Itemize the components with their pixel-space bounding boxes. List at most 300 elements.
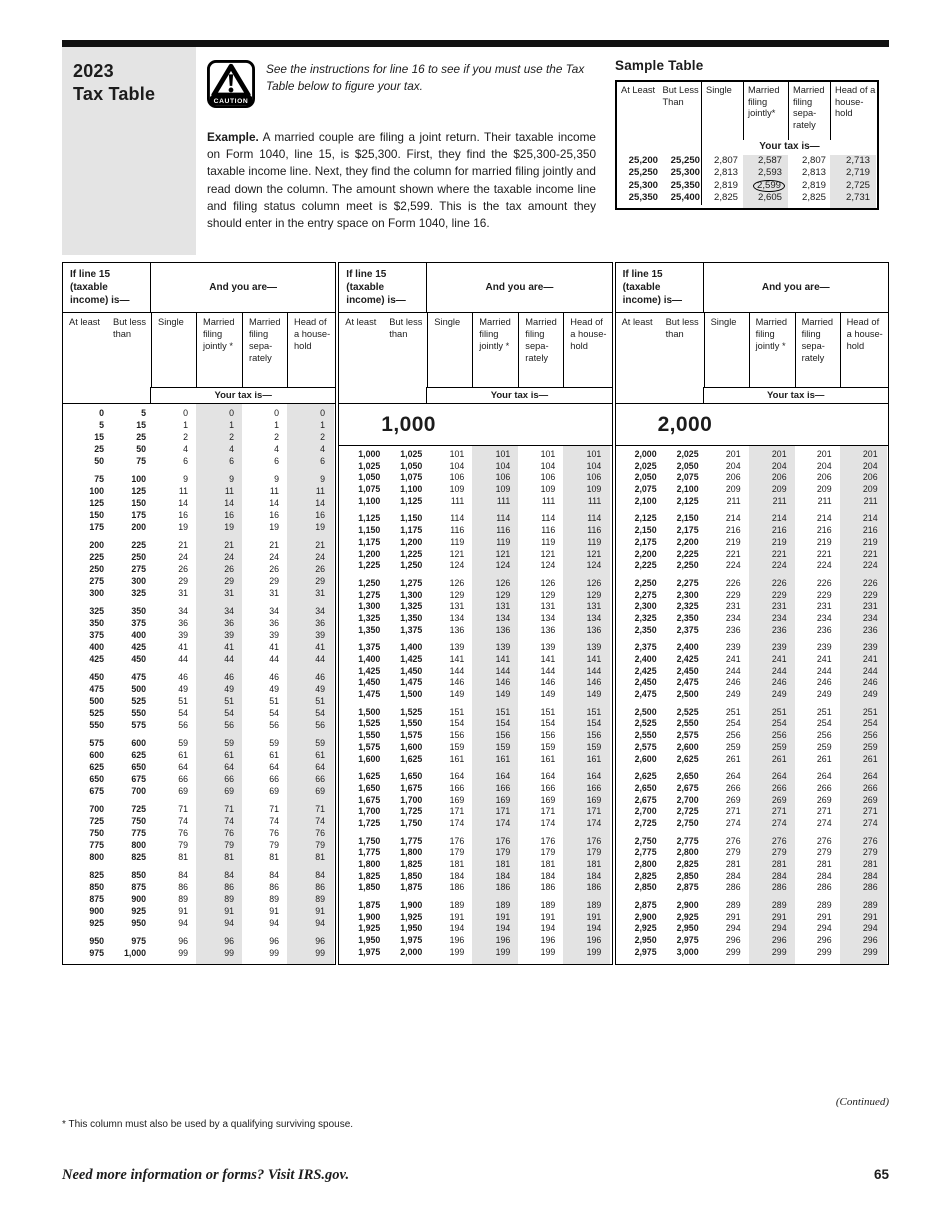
- tax-head-of-household: 294: [862, 923, 878, 934]
- but-less-value: 2,875: [676, 882, 699, 893]
- example-paragraph: [207, 129, 596, 232]
- tax-row: [63, 653, 335, 665]
- at-least-value: 2,700: [634, 806, 657, 817]
- at-least-value: 1,725: [358, 817, 381, 828]
- but-less-value: 725: [131, 804, 146, 814]
- tax-married-jointly: 116: [496, 525, 511, 536]
- but-less-value: 2,575: [676, 730, 699, 741]
- tax-head-of-household: 96: [315, 936, 325, 946]
- tax-row: [63, 431, 335, 443]
- tax-married-jointly: 104: [495, 460, 511, 471]
- but-less-value: 1,200: [400, 536, 423, 547]
- title-text: Tax Table: [73, 84, 156, 105]
- tax-married-jointly: 151: [495, 706, 511, 717]
- tax-head-of-household: 229: [862, 589, 878, 600]
- at-least-value: 1,200: [358, 548, 381, 559]
- at-least-value: 2,875: [634, 900, 657, 911]
- tax-row: [616, 560, 888, 572]
- tax-single: 171: [449, 806, 465, 817]
- tax-married-separately: 129: [540, 589, 556, 600]
- but-less-value: 3,000: [676, 946, 699, 957]
- your-tax-label: Your tax is—: [151, 387, 335, 403]
- tax-row: [63, 737, 335, 749]
- but-less-value: 1,375: [400, 624, 423, 635]
- tax-head-of-household: 259: [862, 741, 878, 752]
- at-least-value: 1,050: [358, 472, 381, 483]
- tax-single: 26: [178, 564, 188, 574]
- tax-row: [339, 923, 611, 935]
- tax-married-separately: 249: [816, 689, 832, 700]
- tax-row: [63, 683, 335, 695]
- tax-married-separately: 246: [816, 677, 832, 688]
- tax-single: 0: [183, 408, 188, 418]
- svg-text:CAUTION: CAUTION: [213, 98, 249, 106]
- tax-head-of-household: 2,719: [845, 167, 870, 179]
- but-less-value: 2,350: [676, 612, 699, 623]
- sample-col-head-of-household: Head of a house-hold: [830, 82, 877, 140]
- col-at-least: At least: [345, 317, 377, 327]
- tax-married-separately: 2,807: [801, 155, 826, 166]
- but-less-value: 1,525: [400, 706, 423, 717]
- tax-married-jointly: 154: [495, 718, 511, 729]
- tax-head-of-household: 221: [862, 548, 878, 559]
- sample-col-married-jointly: Married filing jointly*: [743, 82, 788, 140]
- tax-married-separately: 71: [269, 804, 279, 814]
- tax-row: [63, 509, 335, 521]
- tax-single: 274: [725, 817, 741, 828]
- tax-row: [616, 496, 888, 508]
- tax-married-jointly: 159: [495, 741, 511, 752]
- tax-married-separately: 74: [269, 816, 279, 826]
- but-less-value: 1,950: [400, 923, 423, 934]
- tax-married-separately: 64: [269, 762, 279, 772]
- tax-single: 194: [449, 923, 465, 934]
- your-tax-label: Your tax is—: [427, 387, 611, 403]
- tax-row: [339, 666, 611, 678]
- tax-single: 201: [725, 449, 741, 459]
- tax-single: 81: [178, 852, 188, 862]
- tax-married-jointly: 286: [771, 882, 787, 893]
- but-less-value: 325: [131, 588, 146, 598]
- at-least-value: 2,175: [634, 536, 657, 547]
- tax-row: [616, 742, 888, 754]
- but-less-value: 1,150: [400, 513, 423, 524]
- at-least-value: 2,300: [634, 601, 657, 612]
- but-less-value: 2,450: [676, 665, 699, 676]
- tax-row-group: [63, 539, 335, 599]
- tax-head-of-household: 24: [315, 552, 325, 562]
- tax-head-of-household: 244: [862, 665, 878, 676]
- tax-head-of-household: 236: [862, 624, 878, 635]
- sample-your-tax-row: [617, 140, 877, 155]
- tax-married-separately: 169: [540, 794, 556, 805]
- tax-married-separately: 159: [540, 741, 556, 752]
- tax-married-jointly: 294: [771, 923, 787, 934]
- tax-row: [63, 761, 335, 773]
- tax-row: [63, 851, 335, 863]
- sample-tax-row: [617, 180, 877, 192]
- tax-married-separately: 214: [816, 513, 832, 524]
- tax-married-jointly: 291: [771, 911, 787, 922]
- at-least-value: 1,225: [358, 560, 381, 571]
- tax-row: [339, 742, 611, 754]
- col-single: Single: [704, 313, 749, 387]
- tax-row-group: [63, 803, 335, 863]
- at-least-value: 1,975: [358, 946, 381, 957]
- tax-row-group: [63, 737, 335, 797]
- tax-head-of-household: 206: [862, 472, 878, 483]
- tax-row: [616, 642, 888, 654]
- tax-married-separately: 149: [540, 689, 556, 700]
- tax-single: 31: [178, 588, 188, 598]
- tax-single: 89: [178, 894, 188, 904]
- tax-head-of-household: 1: [320, 420, 325, 430]
- at-least-value: 1,600: [358, 753, 381, 764]
- at-least-value: 1,450: [358, 677, 381, 688]
- at-least-value: 1,350: [358, 624, 381, 635]
- col-head-of-household: Head of a house-hold: [840, 313, 888, 387]
- tax-row: [63, 695, 335, 707]
- tax-married-separately: 174: [540, 817, 556, 828]
- tax-head-of-household: 36: [315, 618, 325, 628]
- tax-head-of-household: 79: [315, 840, 325, 850]
- at-least-value: 1,550: [358, 730, 381, 741]
- but-less-value: 275: [131, 564, 146, 574]
- tax-head-of-household: 61: [315, 750, 325, 760]
- tax-head-of-household: 41: [315, 642, 325, 652]
- but-less-value: 1,175: [400, 525, 423, 536]
- tax-married-jointly: 129: [495, 589, 511, 600]
- tax-table-header-row1: [63, 263, 335, 313]
- tax-married-separately: 201: [816, 449, 832, 459]
- tax-married-jointly: 289: [771, 900, 787, 911]
- but-less-value: 500: [131, 684, 146, 694]
- tax-married-jointly: 231: [771, 601, 787, 612]
- tax-married-separately: 21: [269, 540, 279, 550]
- tax-married-jointly: 174: [495, 817, 511, 828]
- but-less-value: 775: [131, 828, 146, 838]
- but-less-value: 2,950: [676, 923, 699, 934]
- tax-row: [339, 771, 611, 783]
- tax-married-separately: 4: [274, 444, 279, 454]
- at-least-value: 25,250: [628, 167, 658, 179]
- at-least-value: 2,050: [634, 472, 657, 483]
- tax-married-jointly: 241: [771, 654, 787, 664]
- tax-row: [616, 836, 888, 848]
- tax-row: [63, 587, 335, 599]
- but-less-value: 15: [136, 420, 146, 430]
- but-less-value: 1,975: [400, 935, 423, 946]
- tax-married-jointly: 46: [224, 672, 234, 682]
- tax-row: [339, 871, 611, 883]
- tax-row: [616, 525, 888, 537]
- tax-single: 219: [725, 536, 741, 547]
- tax-married-separately: 241: [816, 654, 832, 664]
- tax-head-of-household: 169: [586, 794, 602, 805]
- tax-married-jointly: 86: [224, 882, 234, 892]
- at-least-value: 250: [89, 564, 104, 574]
- tax-row: [63, 815, 335, 827]
- tax-head-of-household: 109: [586, 484, 602, 495]
- tax-single: 166: [449, 782, 465, 793]
- tax-single: 139: [449, 642, 465, 653]
- tax-head-of-household: 119: [587, 536, 602, 547]
- tax-head-of-household: 111: [587, 495, 602, 506]
- tax-head-of-household: 211: [863, 495, 878, 506]
- at-least-value: 725: [89, 816, 104, 826]
- tax-row: [339, 882, 611, 894]
- tax-single: 279: [725, 847, 741, 858]
- col-but-less: But less than: [113, 317, 147, 339]
- but-less-value: 2,700: [676, 794, 699, 805]
- at-least-value: 1,650: [358, 782, 381, 793]
- tax-single: 221: [725, 548, 741, 559]
- at-least-value: 1,075: [358, 484, 381, 495]
- tax-head-of-household: 246: [862, 677, 878, 688]
- tax-single: 241: [725, 654, 741, 664]
- tax-single: 109: [449, 484, 465, 495]
- at-least-value: 1,375: [358, 642, 381, 653]
- tax-married-separately: 144: [540, 665, 556, 676]
- but-less-value: 2,425: [676, 654, 699, 664]
- at-least-value: 1,700: [358, 806, 381, 817]
- tax-table-header-row1: [616, 263, 888, 313]
- tax-row: [339, 900, 611, 912]
- but-less-value: 25,400: [659, 192, 702, 204]
- tax-row: [63, 551, 335, 563]
- tax-married-separately: 154: [540, 718, 556, 729]
- at-least-value: 25,300: [628, 179, 658, 191]
- tax-married-jointly: 236: [771, 624, 787, 635]
- but-less-value: 2,150: [676, 513, 699, 524]
- tax-married-jointly: 121: [495, 548, 511, 559]
- tax-head-of-household: 291: [862, 911, 878, 922]
- tax-row: [63, 917, 335, 929]
- tax-single: 2,825: [713, 192, 738, 204]
- tax-row: [339, 642, 611, 654]
- tax-row-group: [616, 707, 888, 765]
- tax-married-jointly: 251: [771, 706, 787, 717]
- but-less-value: 5: [141, 408, 146, 418]
- tax-single: 76: [178, 828, 188, 838]
- sample-table-body: [617, 155, 877, 208]
- tax-single: 2: [183, 432, 188, 442]
- tax-head-of-household: 139: [586, 642, 602, 653]
- tax-row: [339, 859, 611, 871]
- but-less-value: 1,725: [400, 806, 423, 817]
- tax-head-of-household: 171: [586, 806, 602, 817]
- tax-single: 246: [725, 677, 741, 688]
- tax-married-jointly: 49: [224, 684, 234, 694]
- tax-married-jointly: 59: [224, 738, 234, 748]
- tax-row-group: [63, 869, 335, 929]
- tax-single: 269: [725, 794, 741, 805]
- tax-single: 144: [449, 665, 465, 676]
- tax-single: 4: [183, 444, 188, 454]
- but-less-value: 1,800: [400, 847, 423, 858]
- tax-married-separately: 294: [816, 923, 832, 934]
- tax-row: [339, 947, 611, 959]
- at-least-value: 475: [89, 684, 104, 694]
- tax-married-separately: 239: [816, 642, 832, 653]
- tax-row-group: [339, 642, 611, 700]
- but-less-value: 1,625: [400, 753, 423, 764]
- tax-row-group: [616, 578, 888, 636]
- tax-table: [615, 262, 889, 965]
- tax-married-jointly: 9: [229, 474, 234, 484]
- at-least-value: 1,175: [358, 536, 381, 547]
- but-less-value: 175: [131, 510, 146, 520]
- but-less-value: 1,750: [400, 817, 423, 828]
- but-less-value: 350: [131, 606, 146, 616]
- tax-row: [63, 947, 335, 959]
- tax-married-jointly: 149: [495, 689, 511, 700]
- but-less-value: 1,000: [123, 948, 146, 958]
- at-least-value: 2,725: [634, 817, 657, 828]
- tax-married-separately: 236: [816, 624, 832, 635]
- tax-married-separately: 2,819: [801, 179, 826, 191]
- at-least-value: 0: [99, 408, 104, 418]
- tax-married-separately: 164: [540, 771, 556, 782]
- at-least-value: 675: [89, 786, 104, 796]
- tax-head-of-household: 54: [315, 708, 325, 718]
- tax-row: [63, 839, 335, 851]
- at-least-value: 2,525: [634, 718, 657, 729]
- at-least-value: 1,925: [358, 923, 381, 934]
- but-less-value: 2,325: [676, 601, 699, 612]
- tax-single: 121: [449, 548, 465, 559]
- at-least-value: 2,325: [634, 612, 657, 623]
- tax-head-of-household: 194: [586, 923, 602, 934]
- tax-table-header-row3: [339, 387, 611, 404]
- col-at-least: At least: [69, 317, 101, 327]
- top-divider-rule: [62, 40, 889, 47]
- but-less-value: 2,125: [676, 495, 699, 506]
- but-less-value: 2,600: [676, 741, 699, 752]
- footer-info-text: Need more information or forms? Visit IRS.gov.: [62, 1167, 350, 1183]
- at-least-value: 1,300: [358, 601, 381, 612]
- but-less-value: 2,925: [676, 911, 699, 922]
- but-less-value: 2,100: [676, 484, 699, 495]
- tax-married-separately: 26: [269, 564, 279, 574]
- tax-married-separately: 46: [269, 672, 279, 682]
- at-least-value: 2,025: [634, 460, 657, 471]
- tax-married-jointly: 144: [495, 665, 511, 676]
- tax-married-separately: 76: [269, 828, 279, 838]
- tax-row: [63, 905, 335, 917]
- tax-row: [616, 935, 888, 947]
- tax-married-separately: 119: [541, 536, 556, 547]
- at-least-value: 275: [89, 576, 104, 586]
- tax-single: 9: [183, 474, 188, 484]
- tax-married-jointly: 106: [495, 472, 511, 483]
- tax-head-of-household: 179: [586, 847, 602, 858]
- tax-married-jointly: 226: [771, 577, 787, 588]
- but-less-value: 1,300: [400, 589, 423, 600]
- tax-single: 199: [449, 946, 465, 957]
- but-less-value: 200: [131, 522, 146, 532]
- title-year: 2023: [73, 61, 114, 81]
- tax-single: 69: [178, 786, 188, 796]
- tax-row-group: [339, 578, 611, 636]
- tax-single: 49: [178, 684, 188, 694]
- tax-single: 169: [449, 794, 465, 805]
- tax-head-of-household: 2,731: [845, 192, 870, 204]
- tax-row: [339, 496, 611, 508]
- tax-married-separately: 39: [269, 630, 279, 640]
- tax-row-group: [616, 513, 888, 571]
- but-less-value: 1,350: [400, 612, 423, 623]
- tax-married-jointly: 31: [224, 588, 234, 598]
- tax-married-jointly: 176: [495, 835, 511, 846]
- but-less-value: 2,275: [676, 577, 699, 588]
- tax-married-jointly: 266: [771, 782, 787, 793]
- sample-table-section: [602, 47, 889, 255]
- tax-row: [616, 666, 888, 678]
- at-least-value: 2,750: [634, 835, 657, 846]
- tax-married-jointly: 136: [495, 624, 511, 635]
- tax-head-of-household: 216: [862, 525, 878, 536]
- at-least-value: 2,800: [634, 859, 657, 869]
- tax-married-jointly: 194: [495, 923, 511, 934]
- tax-married-jointly: 2,593: [757, 167, 782, 179]
- tax-row: [616, 783, 888, 795]
- tax-single: 96: [178, 936, 188, 946]
- tax-row: [63, 803, 335, 815]
- tax-table-header-row2: [63, 313, 335, 387]
- at-least-value: 2,775: [634, 847, 657, 858]
- tax-single: 2,813: [713, 167, 738, 179]
- tax-married-separately: 231: [816, 601, 832, 612]
- but-less-value: 2,850: [676, 870, 699, 881]
- but-less-value: 2,075: [676, 472, 699, 483]
- tax-row: [63, 749, 335, 761]
- tax-single: 1: [183, 420, 188, 430]
- tax-row: [63, 521, 335, 533]
- at-least-value: 1,250: [358, 577, 381, 588]
- tax-head-of-household: 146: [586, 677, 602, 688]
- tax-married-jointly: 206: [771, 472, 787, 483]
- at-least-value: 25,350: [628, 192, 658, 204]
- tax-married-jointly: 296: [771, 935, 787, 946]
- sample-your-tax-label: Your tax is—: [759, 141, 820, 152]
- tax-married-jointly: 196: [495, 935, 511, 946]
- tax-row: [339, 818, 611, 830]
- tax-head-of-household: 6: [320, 456, 325, 466]
- tax-row: [616, 578, 888, 590]
- tax-row: [616, 601, 888, 613]
- tax-married-separately: 199: [540, 946, 556, 957]
- sample-col-but-less: But Less Than: [662, 85, 699, 107]
- tax-head-of-household: 14: [315, 498, 325, 508]
- tax-married-separately: 276: [816, 835, 832, 846]
- tax-head-of-household: 274: [862, 817, 878, 828]
- tax-row: [63, 893, 335, 905]
- tax-row: [339, 549, 611, 561]
- tax-married-separately: 184: [540, 870, 556, 881]
- but-less-value: 2,725: [676, 806, 699, 817]
- tax-head-of-household: 276: [862, 835, 878, 846]
- tax-single: 111: [450, 495, 465, 506]
- tax-single: 79: [178, 840, 188, 850]
- but-less-value: 1,400: [400, 642, 423, 653]
- tax-married-separately: 221: [816, 548, 832, 559]
- at-least-value: 700: [89, 804, 104, 814]
- tax-row: [616, 912, 888, 924]
- col-but-less: But less than: [665, 317, 699, 339]
- tax-single: 204: [725, 460, 741, 471]
- at-least-value: 100: [89, 486, 104, 496]
